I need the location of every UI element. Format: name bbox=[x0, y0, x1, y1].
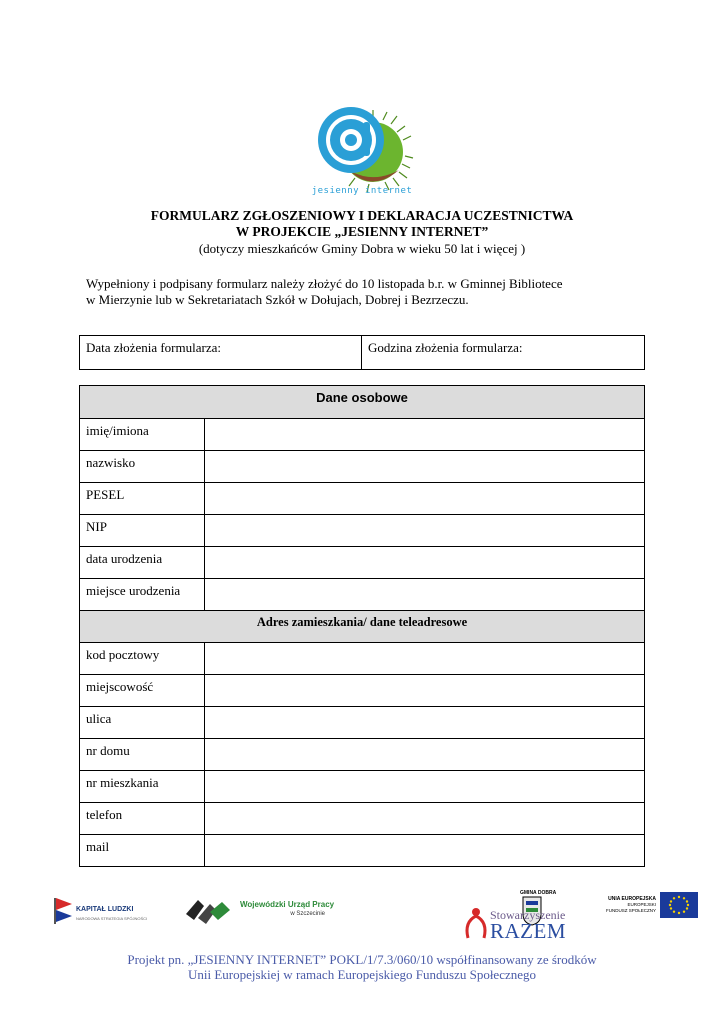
flag-icon bbox=[52, 896, 74, 926]
table-row bbox=[80, 675, 645, 707]
field-label: PESEL bbox=[80, 483, 205, 515]
field-label: nr domu bbox=[80, 739, 205, 771]
submission-date-field[interactable] bbox=[80, 336, 362, 370]
field-label: telefon bbox=[80, 803, 205, 835]
table-row bbox=[80, 547, 645, 579]
field-label: data urodzenia bbox=[80, 547, 205, 579]
nip-field[interactable] bbox=[205, 515, 645, 547]
table-row bbox=[80, 739, 645, 771]
form-title-line1: FORMULARZ ZGŁOSZENIOWY I DEKLARACJA UCZESTNICTWA bbox=[150, 208, 574, 223]
submission-time-label: Godzina złożenia formularza: bbox=[368, 340, 523, 355]
field-label: miejsce urodzenia bbox=[80, 579, 205, 611]
submission-date-label: Data złożenia formularza: bbox=[86, 340, 221, 355]
submission-time-field[interactable] bbox=[362, 336, 645, 370]
birth-date-field[interactable] bbox=[205, 547, 645, 579]
gmina-dobra-label: GMINA DOBRA bbox=[520, 890, 557, 896]
eu-line3: FUNDUSZ SPOŁECZNY bbox=[605, 908, 656, 913]
city-field[interactable] bbox=[205, 675, 645, 707]
kapital-ludzki-text: KAPITAŁ LUDZKI bbox=[76, 906, 134, 913]
figure-icon bbox=[462, 906, 490, 940]
eu-logo bbox=[600, 890, 700, 922]
kapital-ludzki-logo bbox=[52, 896, 152, 928]
apartment-number-field[interactable] bbox=[205, 771, 645, 803]
instructions-line2: w Mierzynie lub w Sekretariatach Szkół w Dołujach, Dobrej i Bezrzeczu. bbox=[86, 292, 469, 307]
field-label: nazwisko bbox=[80, 451, 205, 483]
form-title-line2: W PROJEKCIE „JESIENNY INTERNET” bbox=[235, 224, 489, 239]
stowarzyszenie-label: Stowarzyszenie bbox=[490, 908, 566, 922]
table-row bbox=[80, 835, 645, 867]
field-label: ulica bbox=[80, 707, 205, 739]
project-footer bbox=[80, 952, 644, 982]
form-title bbox=[80, 208, 644, 240]
table-row bbox=[80, 643, 645, 675]
stowarzyszenie-razem-logo bbox=[460, 884, 570, 942]
eu-line1: UNIA EUROPEJSKA bbox=[608, 896, 656, 902]
logo-caption: jesienny internet bbox=[311, 186, 413, 196]
field-label: nr mieszkania bbox=[80, 771, 205, 803]
wup-name: Wojewódzki Urząd Pracy bbox=[240, 900, 335, 909]
submission-table bbox=[79, 335, 645, 370]
jesienny-internet-logo bbox=[311, 100, 415, 200]
field-label: kod pocztowy bbox=[80, 643, 205, 675]
eu-flag-icon bbox=[660, 892, 698, 918]
section-heading-personal: Dane osobowe bbox=[80, 386, 645, 419]
phone-field[interactable] bbox=[205, 803, 645, 835]
section-header-address bbox=[80, 611, 645, 643]
eu-line2: EUROPEJSKI bbox=[627, 902, 656, 907]
table-row bbox=[80, 419, 645, 451]
birth-place-field[interactable] bbox=[205, 579, 645, 611]
sponsor-logos bbox=[0, 880, 724, 943]
personal-data-table bbox=[79, 385, 645, 867]
instructions-line1: Wypełniony i podpisany formularz należy złożyć do 10 listopada b.r. w Gminnej Bibliotece bbox=[86, 276, 563, 291]
form-subtitle: (dotyczy mieszkańców Gminy Dobra w wieku 50 lat i więcej ) bbox=[198, 241, 526, 256]
section-header-personal bbox=[80, 386, 645, 419]
project-footer-line1: Projekt pn. „JESIENNY INTERNET” POKL/1/7.3/060/10 współfinansowany ze środków bbox=[127, 952, 597, 967]
table-row bbox=[80, 771, 645, 803]
field-label: NIP bbox=[80, 515, 205, 547]
table-row bbox=[80, 707, 645, 739]
table-row bbox=[80, 579, 645, 611]
table-row bbox=[80, 451, 645, 483]
wup-emblem-icon bbox=[186, 896, 232, 926]
at-sign-icon bbox=[318, 107, 384, 173]
eu-text bbox=[600, 896, 656, 914]
section-heading-address: Adres zamieszkania/ dane teleadresowe bbox=[80, 611, 645, 643]
razem-label: RAZEM bbox=[490, 919, 566, 943]
table-row bbox=[80, 803, 645, 835]
house-number-field[interactable] bbox=[205, 739, 645, 771]
email-field[interactable] bbox=[205, 835, 645, 867]
wup-logo bbox=[186, 894, 336, 928]
street-field[interactable] bbox=[205, 707, 645, 739]
first-name-field[interactable] bbox=[205, 419, 645, 451]
pesel-field[interactable] bbox=[205, 483, 645, 515]
field-label: miejscowość bbox=[80, 675, 205, 707]
wup-city: w Szczecinie bbox=[290, 911, 325, 917]
table-row bbox=[80, 483, 645, 515]
kapital-ludzki-subtext: NARODOWA STRATEGIA SPÓJNOŚCI bbox=[76, 916, 148, 921]
table-row bbox=[80, 515, 645, 547]
field-label: mail bbox=[80, 835, 205, 867]
surname-field[interactable] bbox=[205, 451, 645, 483]
field-label: imię/imiona bbox=[80, 419, 205, 451]
postal-code-field[interactable] bbox=[205, 643, 645, 675]
submission-row bbox=[80, 336, 645, 370]
project-footer-line2: Unii Europejskiej w ramach Europejskiego Funduszu Społecznego bbox=[187, 967, 537, 982]
instructions bbox=[86, 276, 646, 308]
